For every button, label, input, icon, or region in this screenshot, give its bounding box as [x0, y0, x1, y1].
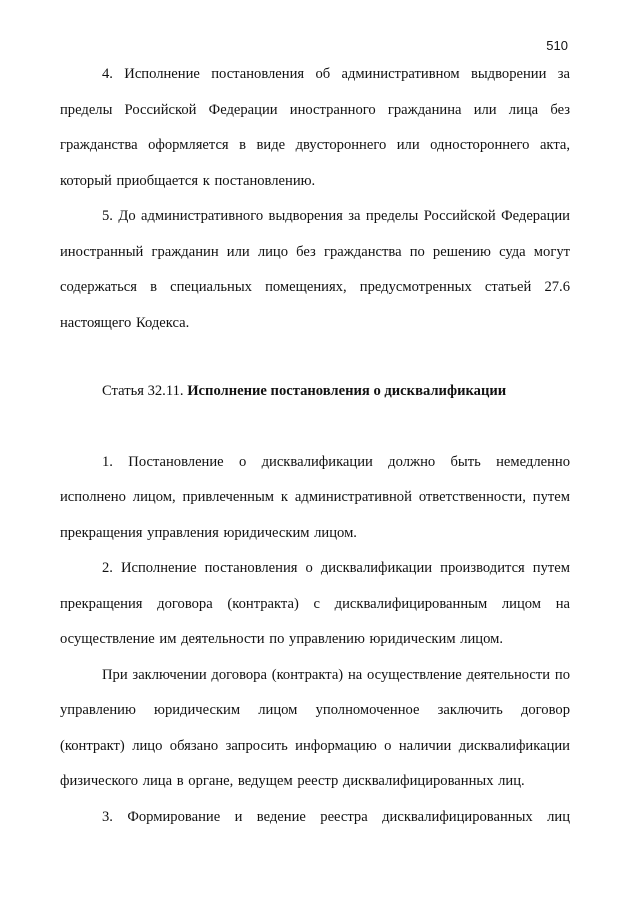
paragraph-contract-inquiry: При заключении договора (контракта) на осуществление деятельности по управлению юридическим лицом уполномоченное заключить договор (контракт) лицо обязано запросить информацию о наличии дисквалификации физического лица в органе, ведущем реестр дисквалифицированных лиц. [60, 666, 570, 789]
page-content [60, 57, 570, 835]
page-number: 510 [546, 38, 568, 53]
paragraph-5-detention: 5. До административного выдворения за пределы Российской Федерации иностранный гражданин или лицо без гражданства по решению суда могут содержаться в специальных помещениях, предусмотренных статьей 27.6 настоящего Кодекса. [60, 208, 570, 331]
paragraph-4-expulsion-act: 4. Исполнение постановления об административном выдворении за пределы Российской Федерации иностранного гражданина или лица без гражданства оформляется в виде двустороннего или одностороннего акта, который приобщается к постановлению. [60, 66, 570, 189]
article-heading [60, 374, 570, 410]
article-number: Статья 32.11. [102, 383, 184, 399]
paragraph-2-contract-termination: 2. Исполнение постановления о дисквалификации производится путем прекращения договора (контракта) с дисквалифицированным лицом на осуществление им деятельности по управлению юридическим лицом. [60, 560, 570, 647]
paragraph-1-disqualification: 1. Постановление о дисквалификации должно быть немедленно исполнено лицом, привлеченным к административной ответственности, путем прекращения управления юридическим лицом. [60, 453, 570, 541]
article-title: Исполнение постановления о дисквалификации [187, 383, 507, 399]
paragraph-3-registry: 3. Формирование и ведение реестра дисквалифицированных лиц [102, 808, 570, 825]
